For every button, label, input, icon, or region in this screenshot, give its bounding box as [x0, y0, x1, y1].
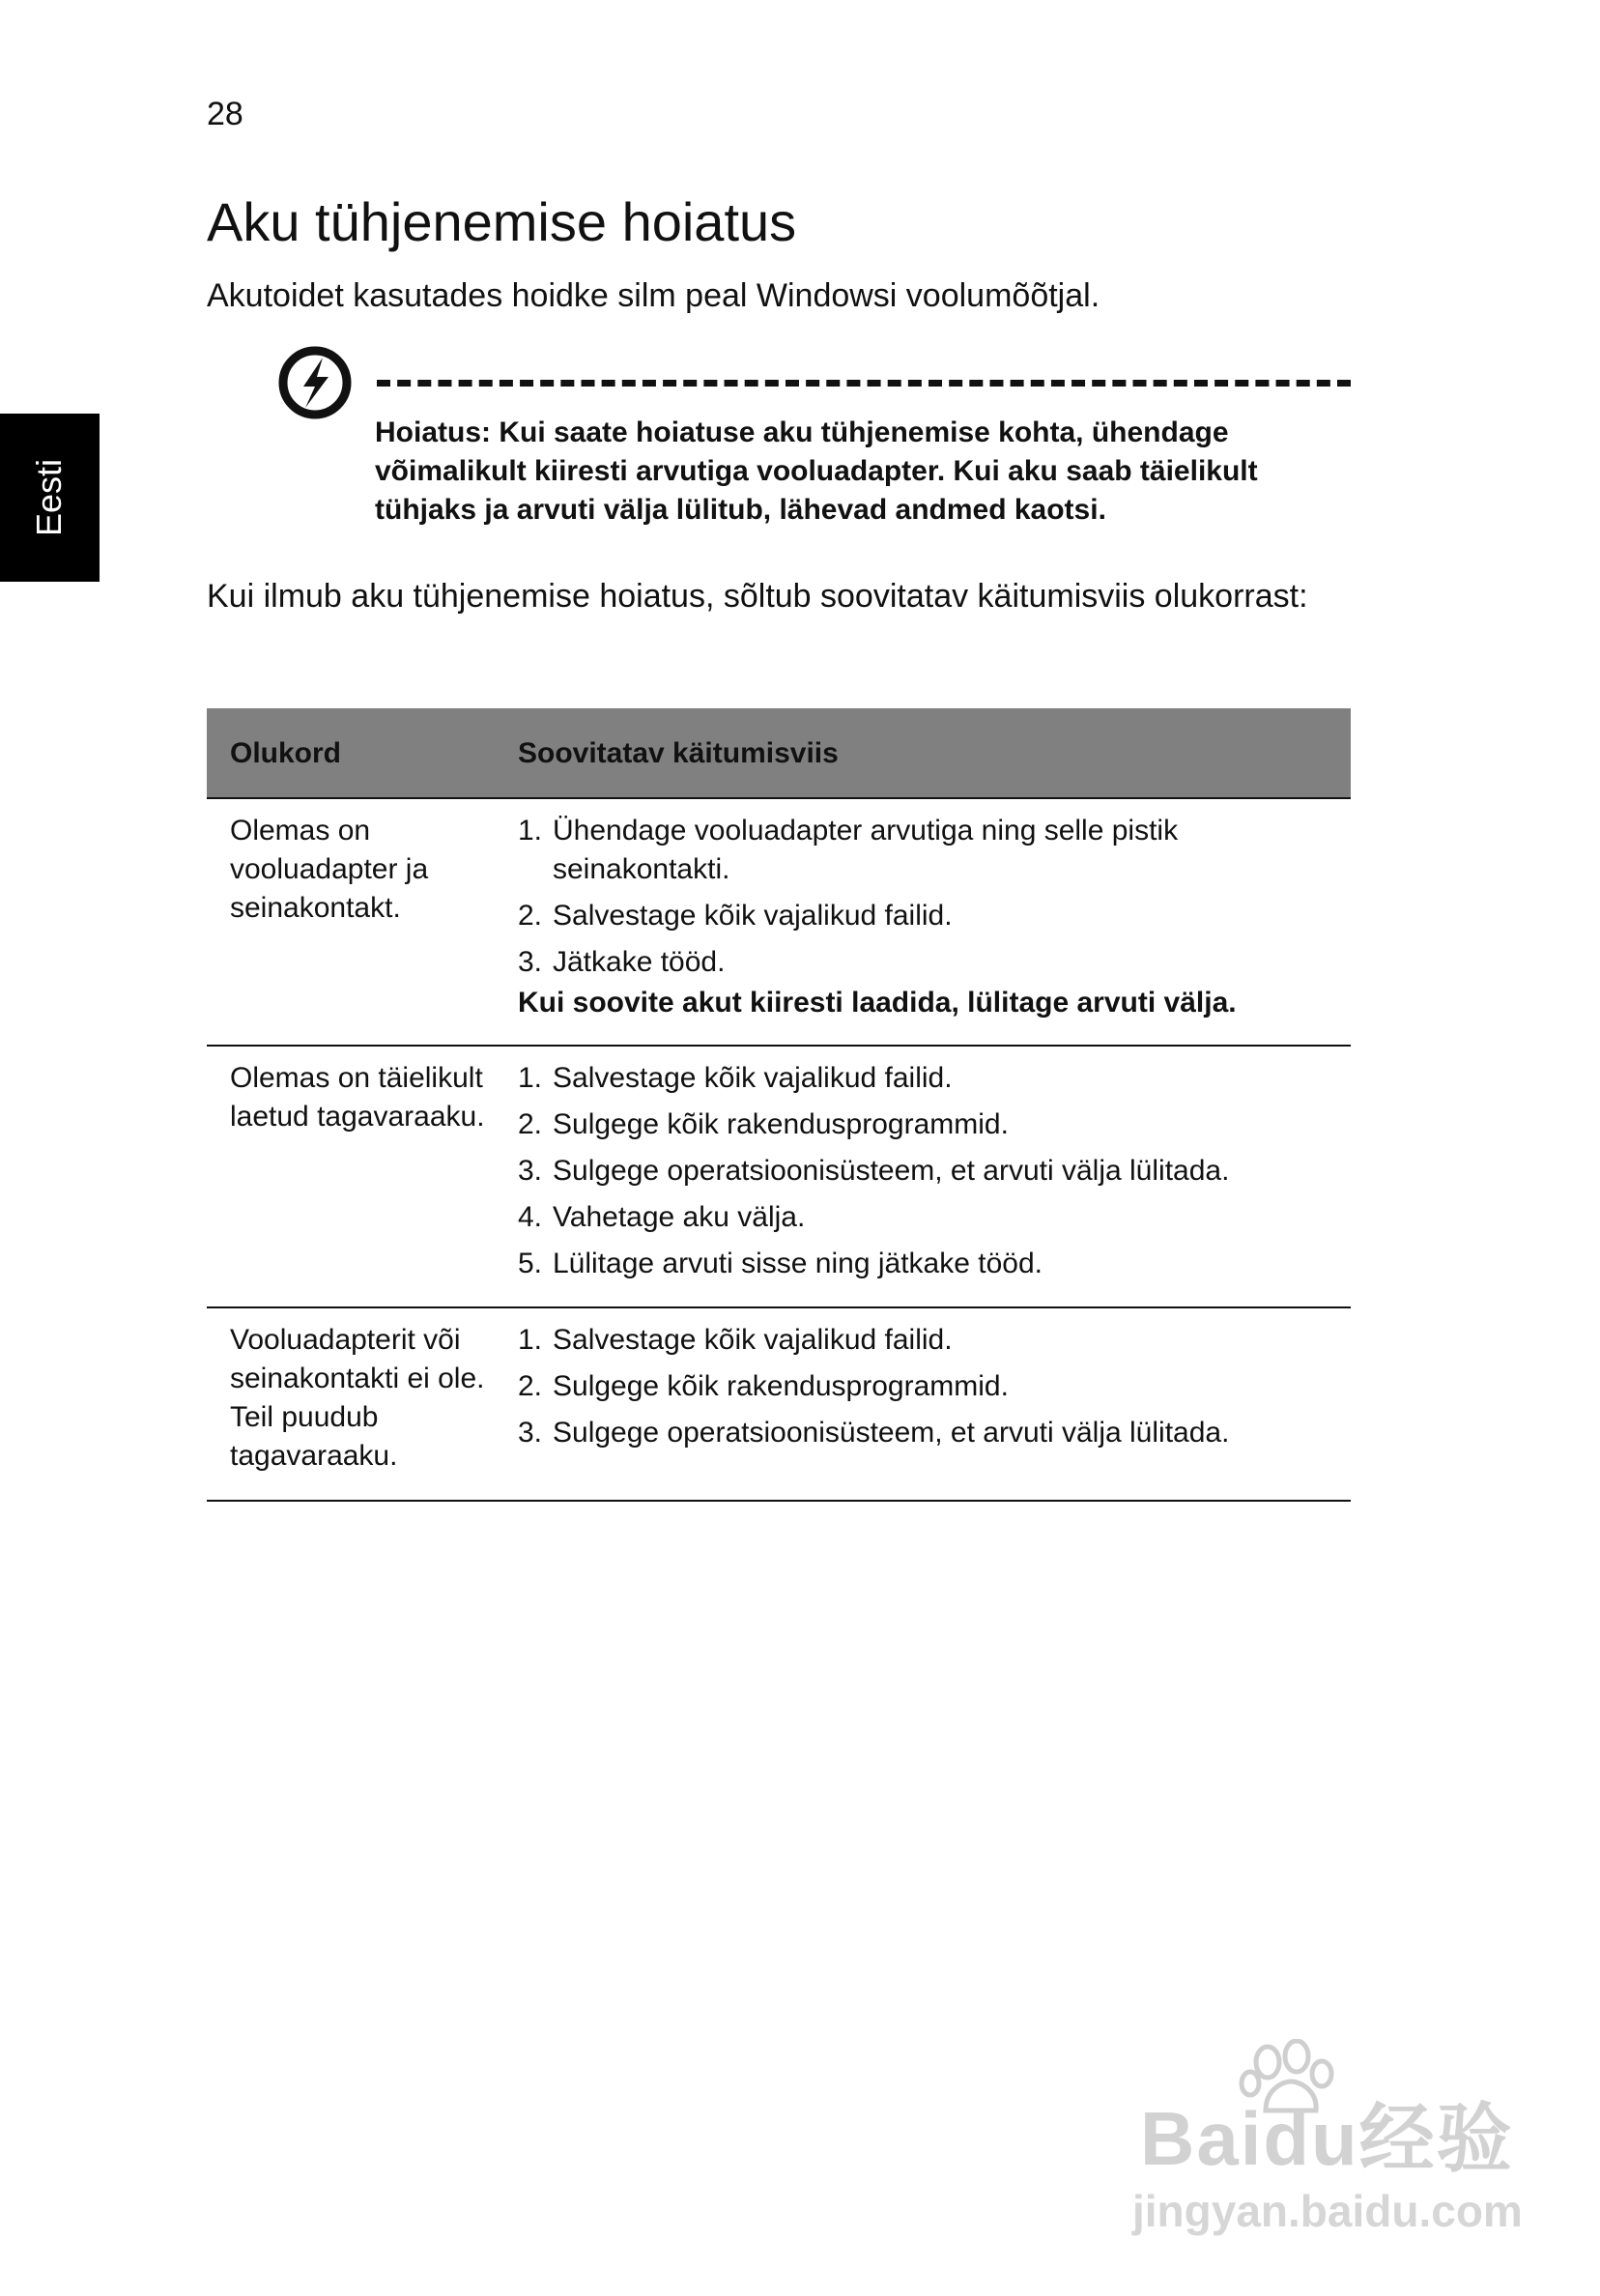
- step-number: 2.: [518, 1108, 543, 1140]
- header-action: Soovitatav käitumisviis: [518, 737, 839, 769]
- step-text: Sulgege kõik rakendusprogrammid.: [553, 1370, 1009, 1402]
- step-number: 5.: [518, 1248, 543, 1279]
- warning-divider: [377, 380, 1351, 387]
- page-title: Aku tühjenemise hoiatus: [207, 191, 797, 252]
- step-item: [518, 1414, 1351, 1452]
- warning-lightning-icon: [276, 344, 354, 421]
- lead-paragraph: Kui ilmub aku tühjenemise hoiatus, sõltub soovitatav käitumisviis olukorrast:: [207, 578, 1308, 615]
- step-text: Ühendage vooluadapter arvutiga ning selle pistik seinakontakti.: [553, 815, 1179, 885]
- table-row: [207, 1047, 1351, 1308]
- action-cell: [518, 812, 1351, 1045]
- header-situation: Olukord: [230, 737, 342, 769]
- step-number: 1.: [518, 815, 543, 847]
- step-item: [518, 1321, 1351, 1360]
- step-item: [518, 1059, 1351, 1098]
- situation-cell: Olemas on täielikult laetud tagavaraaku.: [230, 1062, 485, 1133]
- step-text: Jätkake tööd.: [553, 946, 726, 978]
- side-tab-label: Eesti: [29, 458, 69, 537]
- step-list: [518, 1059, 1351, 1283]
- table-row: [207, 1308, 1351, 1502]
- situation-cell: Olemas on vooluadapter ja seinakontakt.: [230, 815, 429, 924]
- language-side-tab: [0, 414, 100, 582]
- step-number: 3.: [518, 1155, 543, 1187]
- fast-charge-note: Kui soovite akut kiiresti laadida, lülitage arvuti välja.: [518, 987, 1237, 1019]
- step-item: [518, 812, 1351, 889]
- warning-text: Hoiatus: Kui saate hoiatuse aku tühjenemise kohta, ühendage võimalikult kiiresti arvutiga vooluadapter. Kui aku saab täielikult tühjaks ja arvuti välja lülitub, lähevad andmed kaotsi.: [375, 416, 1258, 526]
- step-number: 4.: [518, 1201, 543, 1233]
- step-number: 2.: [518, 900, 543, 932]
- step-text: Sulgege operatsioonisüsteem, et arvuti välja lülitada.: [553, 1417, 1230, 1449]
- table-row: [207, 799, 1351, 1047]
- watermark-brand: Baidu经验: [1140, 2096, 1514, 2181]
- step-text: Lülitage arvuti sisse ning jätkake tööd.: [553, 1248, 1043, 1279]
- step-item: [518, 943, 1351, 982]
- step-item: [518, 1105, 1351, 1144]
- step-item: [518, 897, 1351, 935]
- step-number: 1.: [518, 1062, 543, 1094]
- step-number: 3.: [518, 1417, 543, 1449]
- situation-cell: Vooluadapterit või seinakontakti ei ole. Teil puudub tagavaraaku.: [230, 1324, 485, 1472]
- step-number: 1.: [518, 1324, 543, 1356]
- step-item: [518, 1245, 1351, 1283]
- table-header: [207, 708, 1351, 799]
- action-cell: [518, 1059, 1351, 1306]
- step-number: 3.: [518, 946, 543, 978]
- step-text: Vahetage aku välja.: [553, 1201, 806, 1233]
- step-item: [518, 1198, 1351, 1237]
- step-list: [518, 1321, 1351, 1452]
- step-text: Sulgege operatsioonisüsteem, et arvuti välja lülitada.: [553, 1155, 1230, 1187]
- intro-text: Akutoidet kasutades hoidke silm peal Windowsi voolumõõtjal.: [207, 277, 1100, 314]
- step-text: Salvestage kõik vajalikud failid.: [553, 900, 953, 932]
- battery-warning-table: [207, 708, 1351, 1502]
- page-number: 28: [207, 96, 243, 132]
- step-text: Salvestage kõik vajalikud failid.: [553, 1324, 953, 1356]
- step-number: 2.: [518, 1370, 543, 1402]
- watermark-url: jingyan.baidu.com: [1132, 2186, 1523, 2236]
- action-cell: [518, 1321, 1351, 1500]
- step-text: Sulgege kõik rakendusprogrammid.: [553, 1108, 1009, 1140]
- step-list: [518, 812, 1351, 982]
- step-item: [518, 1152, 1351, 1191]
- baidu-watermark: [1121, 2039, 1527, 2261]
- step-item: [518, 1367, 1351, 1406]
- step-text: Salvestage kõik vajalikud failid.: [553, 1062, 953, 1094]
